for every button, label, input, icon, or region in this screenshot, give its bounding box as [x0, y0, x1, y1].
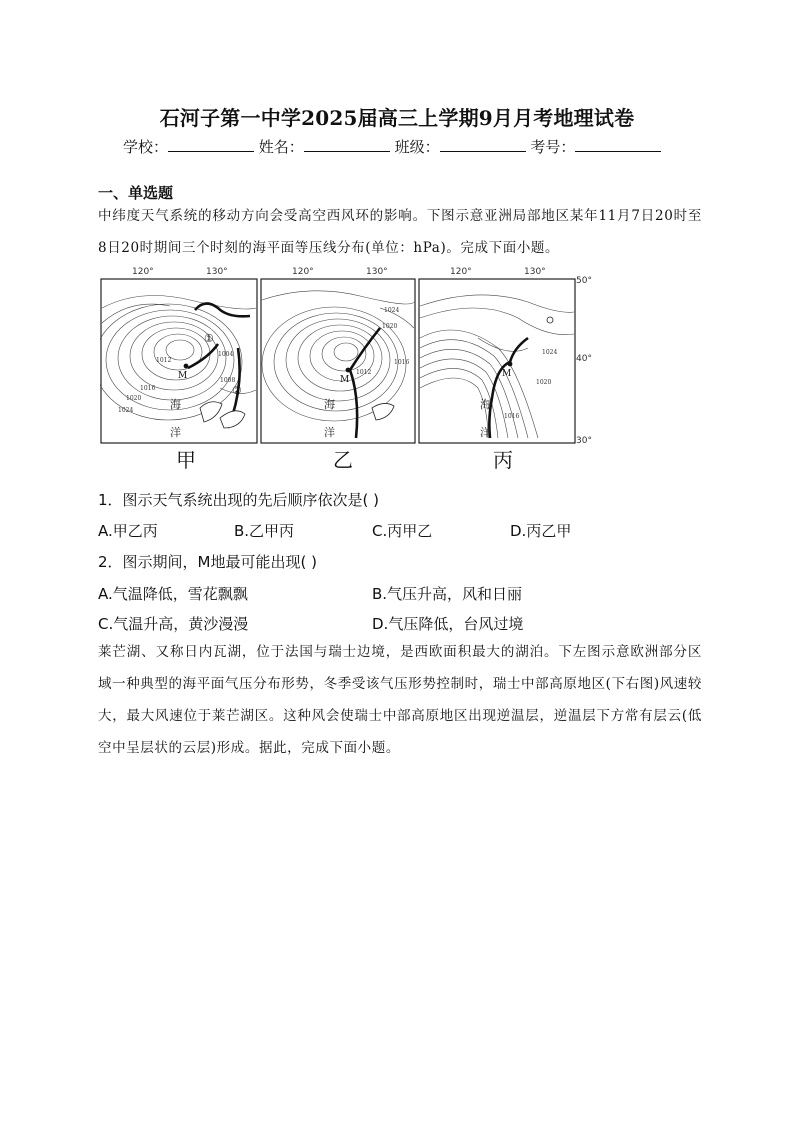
symbol-2-label: ② [232, 384, 242, 397]
sea-label-hai: 海 [324, 398, 335, 411]
class-field[interactable] [440, 136, 526, 152]
name-label: 姓名： [258, 138, 304, 156]
isobar-1020-label: 1020 [382, 323, 398, 330]
lat-40-label: 40° [576, 354, 592, 364]
sea-label-yang: 洋 [324, 426, 335, 439]
lon-120-label: 120° [132, 267, 154, 277]
map-caption-bing: 丙 [493, 448, 513, 472]
school-field[interactable] [168, 136, 254, 152]
sea-label-yang: 洋 [480, 426, 491, 439]
isobar-1016-label: 1016 [140, 385, 156, 392]
passage-2: 莱芒湖、又称日内瓦湖，位于法国与瑞士边境，是西欧面积最大的湖泊。下左图示意欧洲部分区域一种典型的海平面气压分布形势，冬季受该气压形势控制时，瑞士中部高原地区(下右图)风速较大，最大风速位于莱芒湖区。这种风会使瑞士中部高原地区出现逆温层，逆温层下方常有层云(低空中呈层状的云层)形成。据此，完成下面小题。 [98, 644, 702, 756]
passage-1: 中纬度天气系统的移动方向会受高空西风环的影响。下图示意亚洲局部地区某年11月7日20时至8日20时期间三个时刻的海平面等压线分布(单位：hPa)。完成下面小题。 [98, 208, 702, 256]
map-caption-yi: 乙 [333, 448, 353, 472]
page-title: 石河子第一中学2025届高三上学期9月月考地理试卷 [159, 106, 635, 130]
isobar-1016-label: 1016 [504, 413, 520, 420]
isobar-1008-label: 1008 [220, 377, 236, 384]
lon-120-label: 120° [292, 267, 314, 277]
question-1-option-c[interactable]: C.丙甲乙 [372, 522, 433, 540]
exam-info-line [123, 136, 661, 157]
number-field[interactable] [575, 136, 661, 152]
lat-50-label: 50° [576, 276, 592, 286]
name-field[interactable] [304, 136, 390, 152]
question-1-option-d[interactable]: D.丙乙甲 [510, 522, 572, 540]
section-title: 一、单选题 [98, 184, 174, 202]
point-m-label: M [502, 369, 512, 379]
question-1-option-b[interactable]: B.乙甲丙 [234, 522, 295, 540]
lon-120-label: 120° [450, 267, 472, 277]
lon-130-label: 130° [206, 267, 228, 277]
sea-label-hai: 海 [480, 398, 491, 411]
isobar-1012-label: 1012 [356, 369, 372, 376]
question-2-option-d[interactable]: D.气压降低，台风过境 [372, 615, 524, 633]
question-2-stem: 2．图示期间，M地最可能出现( ) [98, 553, 317, 571]
isobar-figure [100, 262, 600, 452]
isobar-1024-label: 1024 [384, 307, 400, 314]
question-2-option-b[interactable]: B.气压升高，风和日丽 [372, 585, 523, 603]
isobar-1024-label: 1024 [118, 407, 134, 414]
point-m-label: M [340, 375, 350, 385]
isobar-1016-label: 1016 [394, 359, 410, 366]
isobar-1024-label: 1024 [542, 349, 558, 356]
map-caption-jia: 甲 [176, 448, 196, 472]
symbol-1-label: ① [204, 332, 214, 345]
map-bing-svg [418, 278, 576, 444]
lon-130-label: 130° [366, 267, 388, 277]
isobar-1020-label: 1020 [126, 395, 142, 402]
sea-label-yang: 洋 [170, 426, 181, 439]
isobar-1012-label: 1012 [156, 357, 172, 364]
lat-30-label: 30° [576, 436, 592, 446]
point-m-label: M [178, 371, 188, 381]
question-2-option-c[interactable]: C.气温升高，黄沙漫漫 [98, 615, 249, 633]
question-1-stem: 1．图示天气系统出现的先后顺序依次是( ) [98, 491, 380, 509]
question-2-option-a[interactable]: A.气温降低，雪花飘飘 [98, 585, 248, 603]
lon-130-label: 130° [524, 267, 546, 277]
isobar-1004-label: 1004 [218, 351, 234, 358]
map-yi-svg [260, 278, 416, 444]
school-label: 学校： [123, 138, 169, 156]
question-1-option-a[interactable]: A.甲乙丙 [98, 522, 158, 540]
isobar-1020-label: 1020 [536, 379, 552, 386]
class-label: 班级： [394, 138, 440, 156]
map-jia-svg [100, 278, 258, 444]
sea-label-hai: 海 [170, 398, 181, 411]
number-label: 考号： [530, 138, 576, 156]
